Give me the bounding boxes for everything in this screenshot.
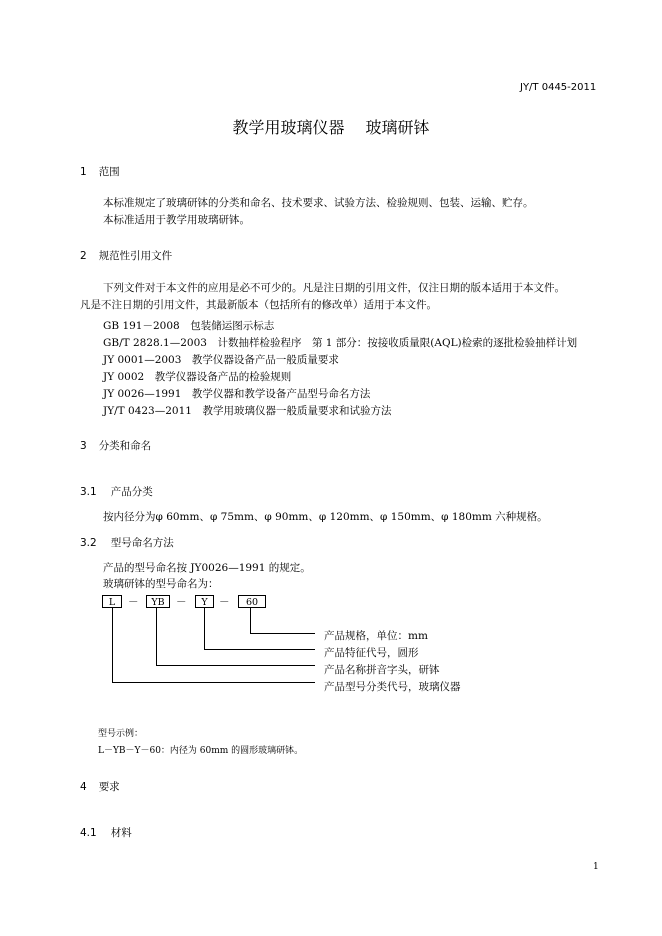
model-dash: － (176, 596, 187, 608)
section-3-2-paragraph-1: 产品的型号命名按 JY0026—1991 的规定。 (103, 562, 311, 574)
section-title: 要求 (98, 781, 120, 793)
legend-name: 产品名称拼音字头，研钵 (324, 664, 440, 676)
model-box-feature: Y (195, 595, 214, 608)
section-2-paragraph-line-2: 凡是不注日期的引用文件，其最新版本（包括所有的修改单）适用于本文件。 (80, 299, 437, 311)
section-1-paragraph-2: 本标准适用于教学用玻璃研钵。 (103, 214, 250, 226)
page-title (0, 115, 662, 138)
model-box-name: YB (146, 595, 170, 608)
section-3-heading (80, 438, 151, 453)
section-3-2-paragraph-2: 玻璃研钵的型号命名为： (103, 578, 219, 590)
reference-item: JY 0001—2003 教学仪器设备产品一般质量要求 (103, 354, 339, 366)
section-3-1-heading (80, 484, 153, 499)
section-3-1-text: 按内径分为φ 60mm、φ 75mm、φ 90mm、φ 120mm、φ 150mm、φ 180mm 六种规格。 (103, 511, 548, 523)
model-box-classification: L (102, 595, 122, 608)
connector-line (204, 608, 205, 650)
section-2-paragraph-line-1: 下列文件对于本文件的应用是必不可少的。凡是注日期的引用文件，仅注日期的版本适用于本文件。 (103, 282, 565, 294)
section-2-heading (80, 248, 172, 263)
connector-line (156, 665, 315, 666)
reference-item: JY 0002 教学仪器设备产品的检验规则 (103, 371, 292, 383)
connector-line (250, 608, 251, 634)
section-number: 3.1 (80, 486, 97, 498)
page-number: 1 (593, 862, 599, 872)
reference-item: GB/T 2828.1—2003 计数抽样检验程序 第 1 部分：按接收质量限(AQL)检索的逐批检验抽样计划 (103, 337, 578, 349)
title-sub: 玻璃研钵 (365, 118, 430, 137)
connector-line (156, 608, 157, 666)
section-title: 分类和命名 (98, 440, 152, 452)
section-number: 2 (80, 250, 87, 262)
section-title: 型号命名方法 (110, 537, 174, 549)
section-3-2-heading (80, 535, 174, 550)
section-4-heading (80, 779, 120, 794)
section-1-paragraph-1: 本标准规定了玻璃研钵的分类和命名、技术要求、试验方法、检验规则、包装、运输、贮存。 (103, 197, 534, 209)
section-title: 产品分类 (110, 486, 153, 498)
connector-line (204, 649, 315, 650)
connector-line (112, 608, 113, 683)
section-1-heading (80, 164, 120, 179)
section-number: 4 (80, 781, 87, 793)
section-number: 3.2 (80, 537, 97, 549)
model-dash: － (219, 596, 230, 608)
reference-item: GB 191－2008 包装储运图示标志 (103, 320, 275, 332)
legend-feature: 产品特征代号，圆形 (324, 647, 419, 659)
legend-size: 产品规格，单位：mm (324, 630, 428, 642)
document-number: JY/T 0445-2011 (520, 82, 597, 93)
connector-line (112, 682, 315, 683)
section-number: 4.1 (80, 827, 97, 839)
reference-item: JY/T 0423—2011 教学用玻璃仪器一般质量要求和试验方法 (103, 405, 392, 417)
title-main: 教学用玻璃仪器 (232, 118, 345, 137)
section-number: 1 (80, 166, 87, 178)
example-text: L－YB－Y－60：内径为 60mm 的圆形玻璃研钵。 (98, 746, 304, 756)
model-dash: － (128, 596, 139, 608)
connector-line (250, 633, 315, 634)
section-number: 3 (80, 440, 87, 452)
example-label: 型号示例： (98, 729, 144, 739)
section-title: 范围 (98, 166, 120, 178)
section-4-1-heading (80, 825, 132, 840)
legend-classification: 产品型号分类代号，玻璃仪器 (324, 681, 461, 693)
section-title: 材料 (110, 827, 132, 839)
model-box-size: 60 (238, 595, 266, 608)
reference-item: JY 0026—1991 教学仪器和教学设备产品型号命名方法 (103, 388, 371, 400)
section-title: 规范性引用文件 (98, 250, 173, 262)
